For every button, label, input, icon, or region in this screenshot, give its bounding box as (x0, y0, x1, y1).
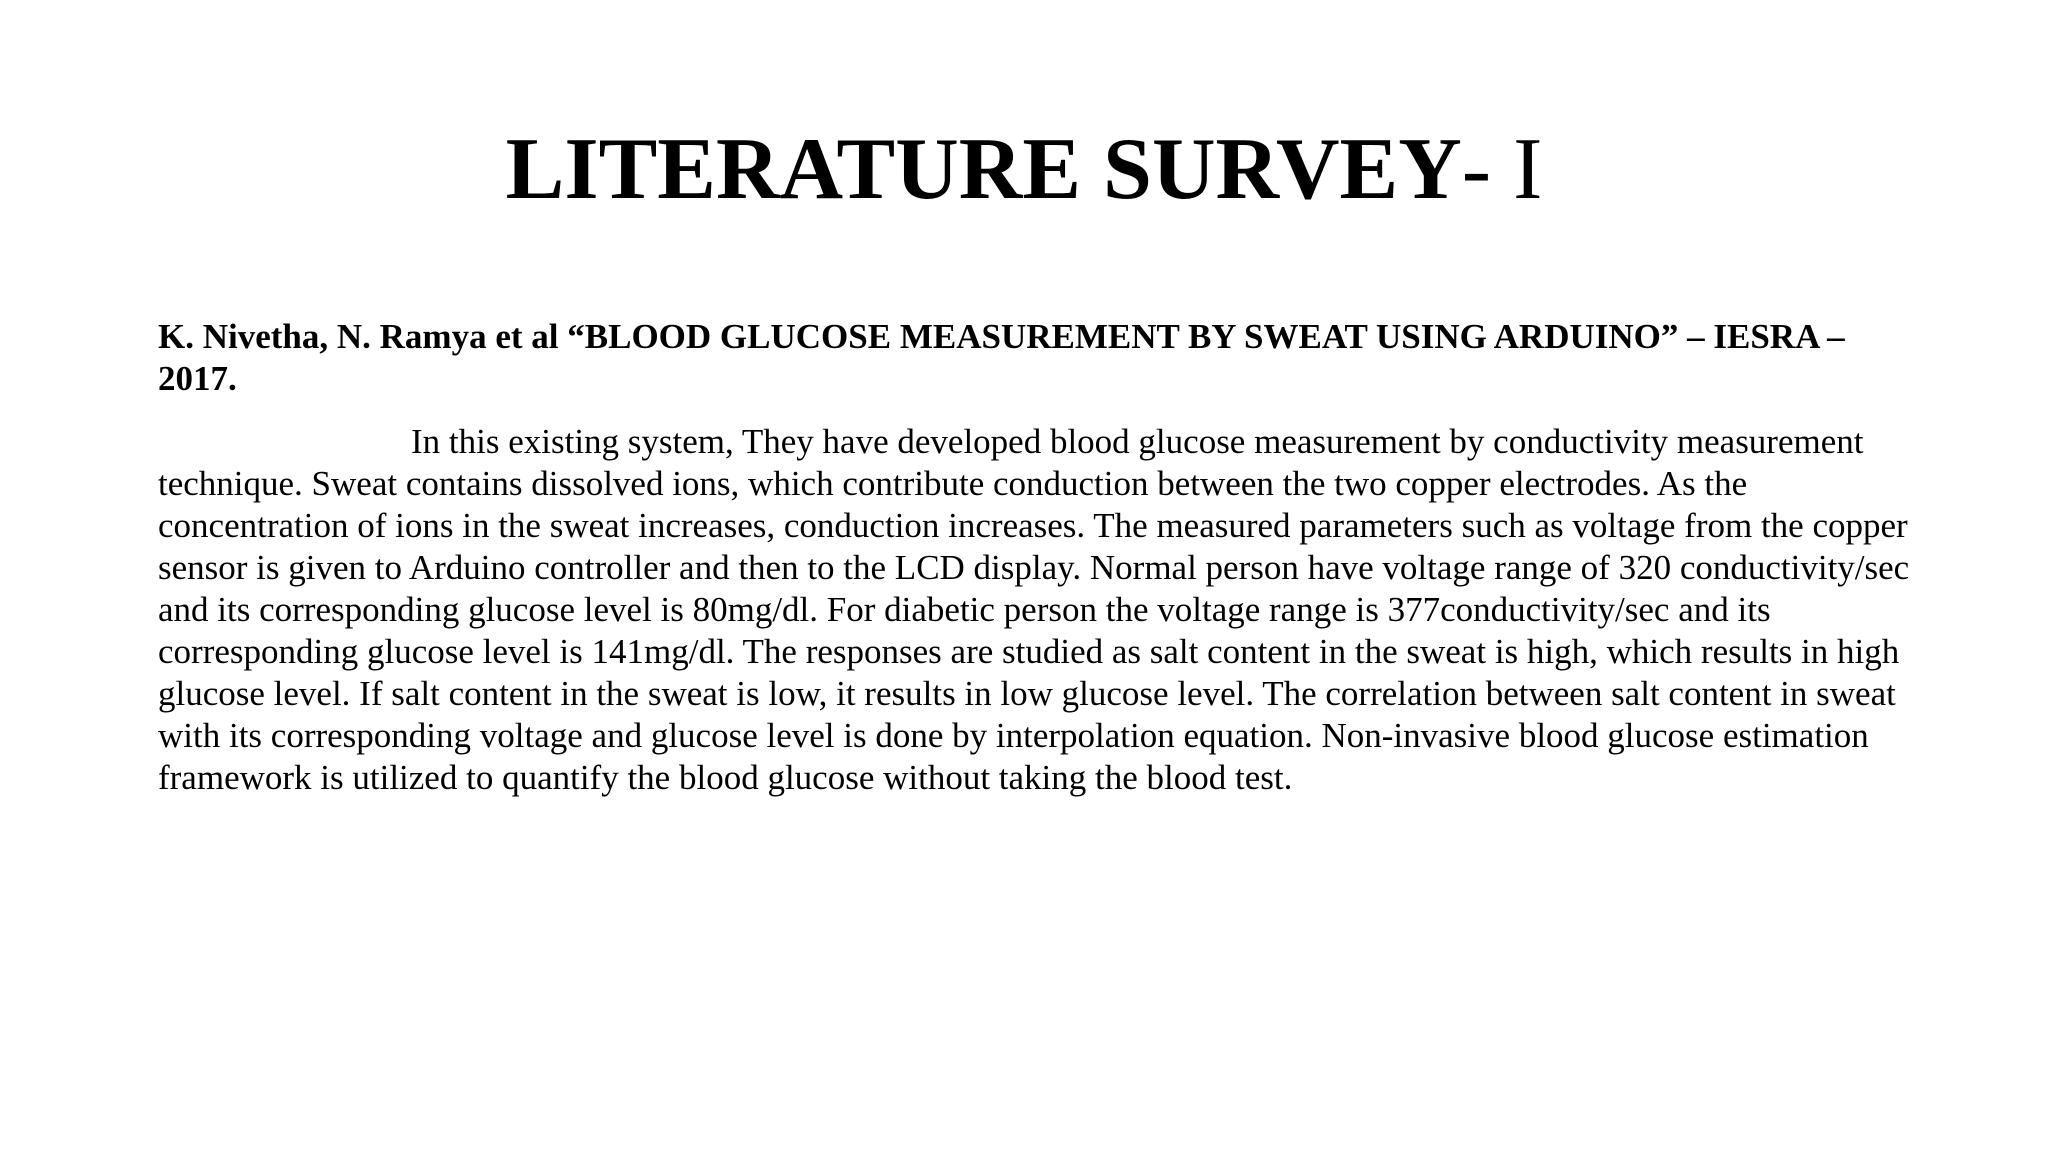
title-suffix: - I (1461, 121, 1543, 218)
title-main: LITERATURE SURVEY (505, 121, 1462, 218)
reference-citation: K. Nivetha, N. Ramya et al “BLOOD GLUCOSE MEASUREMENT BY SWEAT USING ARDUINO” – IESRA – 2017. (158, 317, 1845, 398)
body-paragraph: In this existing system, They have developed blood glucose measurement by conductivity measurement technique. Sweat contains dissolved ions, which contribute conduction between the two copper electrodes. As the concentration of ions in the sweat increases, conduction increases. The measured parameters such as voltage from the copper sensor is given to Arduino controller and then to the LCD display. Normal person have voltage range of 320 conductivity/sec and its corresponding glucose level is 80mg/dl. For diabetic person the voltage range is 377conductivity/sec and its corresponding glucose level is 141mg/dl. The responses are studied as salt content in the sweat is high, which results in high glucose level. If salt content in the sweat is low, it results in low glucose level. The correlation between salt content in sweat with its corresponding voltage and glucose level is done by interpolation equation. Non-invasive blood glucose estimation framework is utilized to quantify the blood glucose without taking the blood test. (158, 422, 1910, 797)
slide-title (0, 118, 2048, 222)
